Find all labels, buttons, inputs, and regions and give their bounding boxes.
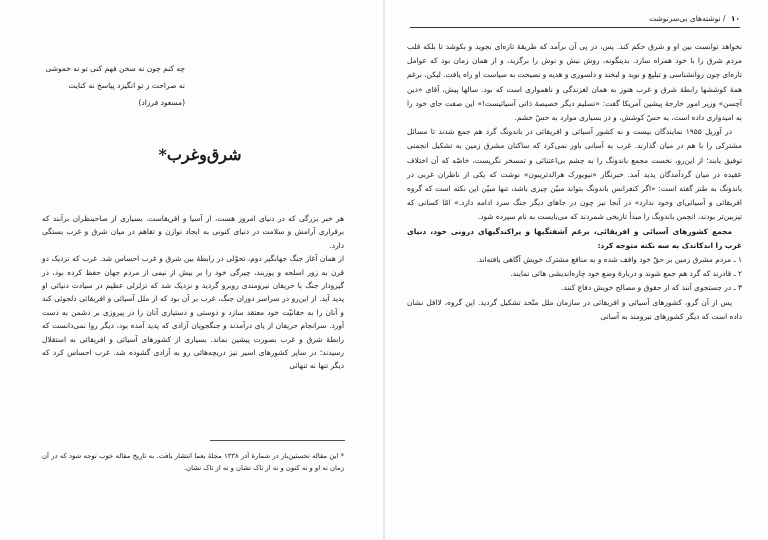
paragraph: از همان آغاز جنگ جهانگیر دوم، تحوّلی در رابطهٔ بین شرق و غرب احساس شد. غرب که نزدیک دو قرن به زور اسلحه و پوزبند، چیرگی خود را بر بیش از نیمی از مردم جهان حفظ کرده بود، در گیرودار جنگ با حریفان نیرومندی روبرو گردید و نزدیک شد که تزلزلی عظیم در سیادت دنیائی او پدید آید. از این‌رو در سراسر دوران جنگ، غرب بر آن بود که از ملل آسیائی و افریقائی دلجوئی کند و آنان را به حقانیّت خود معتقد سازد و دوستی و دستیاری آنان را در پیروزی بر دشمن به دست آورد. سرانجام حریفان از پای درآمدند و جنگجویان آزادی که پدید آمده بود، دیگر روا نمی‌دانست که رابطهٔ شرق و غرب بصورت پیشین بماند. بسیاری از کشورهای آسیائی و افریقائی به استقلال رسیدند؛ در سایر کشورهای اسیر نیز دریچه‌هائی رو به آزادی گشوده شد. غرب احساس کرد که دیگر تنها نه تنهائی (42, 254, 344, 371)
right-body-text (407, 40, 742, 324)
left-page (0, 0, 383, 540)
epigraph (30, 60, 185, 111)
running-header (649, 14, 740, 23)
paragraph: نخواهد توانست بین او و شرق حکم کند. پس، در پی آن برآمد که طریقهٔ تازه‌ای بجوید و بکوشد تا بلکه قلب مردم شرق را با خود همراه سازد. بدینگونه، روش نیش و نوش را برگزید، و از همان زمان بود که عوامل تازه‌ای چون روانشناسی و تبلیغ و نوید و لبخند و دلسوزی و هدیه و نصیحت به سیاست او راه یافت. لیکن، برغم همهٔ کوششها رابطهٔ شرق و غرب هنوز به همان لغزندگی و ناهمواری است که بود. سالها پیش، آقای «دین آچسن» وزیر امور خارجهٔ پیشین آمریکا گفت: «تسلیم دیگر خصیصهٔ ذاتی آسیائیست!» این صفت جای خود را به امیدواری داده است، به حسّ کوشش، و در بسیاری موارد به حسّ خشم. (407, 42, 742, 123)
footnote-divider (210, 440, 345, 441)
header-divider (410, 27, 740, 28)
epigraph-line-2: نه صراحت ز تو انگیزد پیاسخ نه کنایت (68, 81, 185, 90)
article-title: شرق‌وغرب* (158, 145, 242, 164)
epigraph-source: (مسعود فرزاد) (138, 98, 185, 107)
footnote: * این مقاله نخستین‌بار در شمارهٔ آذر ۱۳۳۸ مجلهٔ یغما انتشار یافت. به تاریخ مقاله خوب توجه شود که در آن زمان نه او و نه کنون و نه از تاک نشان و نه از تاک نشان. (42, 452, 344, 472)
paragraph: هر خبر بزرگی که در دنیای امروز هست، از آسیا و افریقاست. بسیاری از صاحبنظران برآنند که برقراری آرامش و سلامت در دنیای کنونی به ایجاد توازن و تفاهم در میان شرق و غرب بستگی دارد. (42, 214, 344, 250)
paragraph: مجمع کشورهای آسیائی و افریقائی، برغم آشفتگیها و پراکندگیهای درونی خود، دنیای غرب را اندکاندک به سه نکته متوجه کرد: (407, 226, 742, 250)
running-title: / نوشته‌های بی‌سرنوشت (649, 14, 726, 23)
list-item: ۲ ـ قادرند که گرد هم جمع شوند و دربارهٔ وضع خود چاره‌اندیشی هائی نمایند. (510, 269, 742, 279)
page-number: ۱۰ (730, 14, 740, 23)
list-item: ۳ ـ در جستجوی آنند که از حقوق و مصالح خویش دفاع کنند. (561, 283, 742, 293)
list-item: ۱ ـ مردم مشرق زمین بر حقّ خود واقف شده و به منافع مشترک خویش آگاهی یافته‌اند. (476, 255, 742, 265)
paragraph: در آوریل ۱۹۵۵ نمایندگان بیست و نه کشور آسیائی و افریقائی در باندونگ گرد هم جمع شدند تا مسائل مشترکی را با هم در میان گذارند. غرب به آسانی باور نمی‌کرد که ساکنان مشرق زمین به تشکیل انجمنی توفیق یابند؛ از این‌رو، نخست مجمع باندونگ را به چشم بی‌اعتنائی و تمسخر نگریست، خاصّه که آن اختلاف عقیده در میان گردآمدگان پدید آمد. خبرنگار «نیویورک هرالدتریبون» نوشت که یکی از ناظران غربی در باندونگ به طنز گفته است: «اگر کنفرانس باندونگ بتواند مبیّن چیزی باشد، تنها مبیّن این نکته است که گروه افریقائی و آسیائی‌ای وجود ندارد» در آنجا نیز چون در جاهای دیگر جنگ سرد ادامه دارد.» امّا کسانی که تیزبین‌تر بودند، انجمن باندونگ را مبدأ تاریخی شمردند که می‌بایست به نام سپرده شود. (407, 127, 742, 222)
epigraph-line-1: چه کنم چون نه سخن فهم کنی تو نه خموشی (45, 64, 185, 73)
right-page (385, 0, 768, 540)
paragraph: پس از آن گرو، کشورهای آسیائی و افریقائی در سازمان ملل متّحد تشکیل گردید. این گروه، لااقل نشان داده است که دیگر کشورهای نیرومند به آسانی (407, 297, 742, 321)
left-body-text (42, 212, 344, 373)
